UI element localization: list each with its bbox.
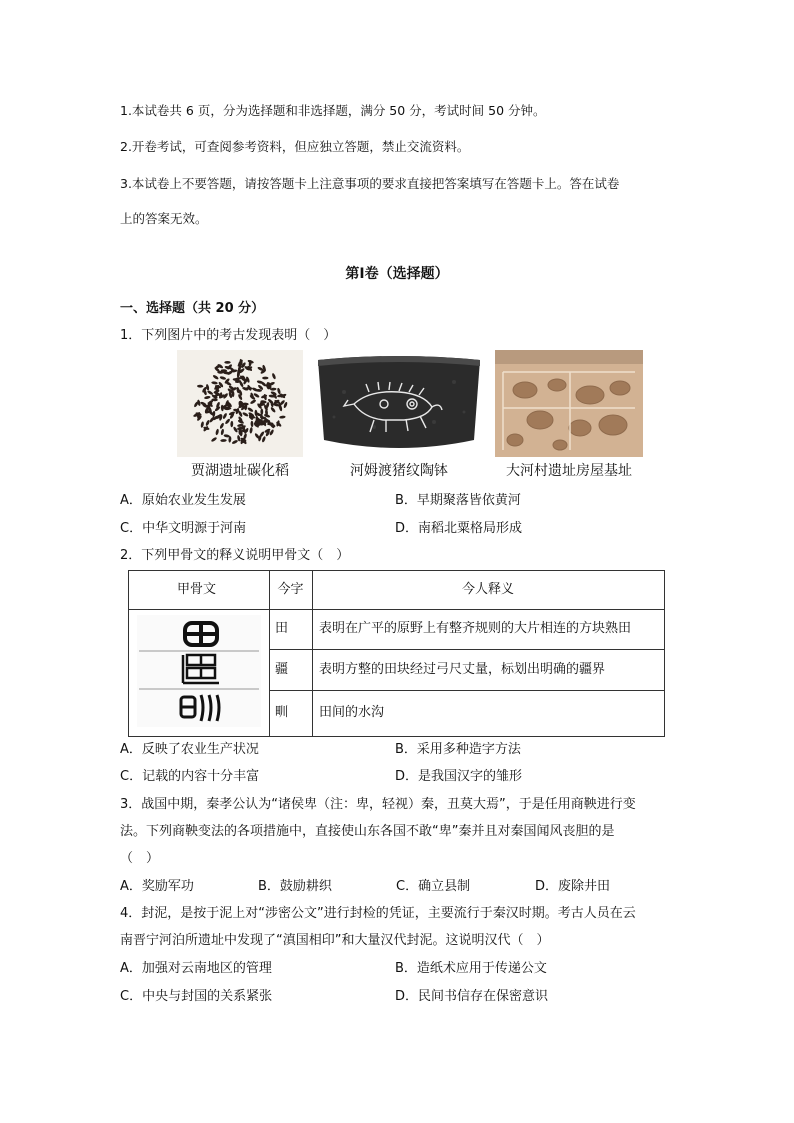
q3-option-b[interactable]: B．鼓励耕织 xyxy=(258,879,332,894)
rice-grains-illustration xyxy=(177,350,303,457)
q4-option-b[interactable]: B．造纸术应用于传递公文 xyxy=(395,961,547,976)
rice-grain xyxy=(270,406,276,413)
exam-note-3-cont: 上的答案无效。 xyxy=(120,211,208,226)
table-row-char-tian: 田 xyxy=(275,621,289,636)
rice-grain xyxy=(224,418,230,425)
rice-grain xyxy=(271,373,276,380)
q1-option-a[interactable]: A．原始农业发生发展 xyxy=(120,493,246,508)
rice-grain xyxy=(212,411,216,418)
rice-grain xyxy=(250,421,253,428)
rice-grain xyxy=(219,376,226,380)
rice-grain xyxy=(205,419,210,426)
table-row-char-zhen: 甽 xyxy=(275,705,289,720)
rice-grain xyxy=(211,437,218,443)
dahecun-house-foundation-image xyxy=(495,350,643,457)
q4-stem-line2: 南晋宁河泊所遗址中发现了“滇国相印”和大量汉代封泥。这说明汉代（ ） xyxy=(120,933,550,948)
carbonized-rice-image xyxy=(177,350,303,457)
q4-stem-line1: 4．封泥，是按于泥上对“涉密公文”进行封检的凭证，主要流行于秦汉时期。考古人员在云 xyxy=(120,906,636,921)
table-header-oracle: 甲骨文 xyxy=(177,582,217,597)
zhen-glyph xyxy=(181,695,219,721)
rice-grain xyxy=(249,427,253,434)
q1-option-b[interactable]: B．早期聚落皆依黄河 xyxy=(395,493,521,508)
rice-grain xyxy=(277,388,281,395)
pig-pattern-pottery-image xyxy=(314,352,484,457)
rice-grain xyxy=(220,429,224,436)
table-row-meaning-tian: 表明在广平的原野上有整齐规则的大片相连的方块熟田 xyxy=(319,621,632,636)
q1-option-c[interactable]: C．中华文明源于河南 xyxy=(120,521,247,536)
oracle-bone-table xyxy=(128,570,665,737)
q3-stem-line3: （ ） xyxy=(120,851,160,866)
exam-note-3: 3.本试卷上不要答题，请按答题卡上注意事项的要求直接把答案填写在答题卡上。答在试卷 xyxy=(120,176,620,191)
q3-option-d[interactable]: D．废除井田 xyxy=(535,879,611,894)
rice-grain xyxy=(197,385,204,388)
q4-option-d[interactable]: D．民间书信存在保密意识 xyxy=(395,989,549,1004)
image-caption-rice: 贾湖遗址碳化稻 xyxy=(191,463,289,479)
q1-option-d[interactable]: D．南稻北粟格局形成 xyxy=(395,521,523,536)
q2-option-a[interactable]: A．反映了农业生产状况 xyxy=(120,742,259,757)
q2-option-c[interactable]: C．记载的内容十分丰富 xyxy=(120,769,260,784)
jiang-glyph xyxy=(183,655,219,683)
rice-grain xyxy=(262,377,268,380)
q2-option-b[interactable]: B．采用多种造字方法 xyxy=(395,742,521,757)
rice-grain xyxy=(220,439,227,442)
exam-note-2: 2.开卷考试，可查阅参考资料，但应独立答题，禁止交流资料。 xyxy=(120,139,470,154)
image-caption-foundation: 大河村遗址房屋基址 xyxy=(506,463,632,479)
image-caption-pottery: 河姆渡猪纹陶钵 xyxy=(350,463,448,479)
oracle-bone-glyphs-image xyxy=(137,615,261,727)
rice-grain xyxy=(261,436,266,443)
rice-grain xyxy=(247,407,254,413)
rice-grain xyxy=(215,429,219,436)
rice-grain xyxy=(230,421,233,428)
rice-grain xyxy=(279,415,286,418)
table-row-char-jiang: 疆 xyxy=(275,662,289,677)
rice-grain xyxy=(204,396,211,400)
rice-grain xyxy=(207,390,214,396)
rice-grain xyxy=(250,399,257,405)
tian-glyph xyxy=(185,623,217,645)
table-header-meaning: 今人释义 xyxy=(461,582,514,597)
q4-option-a[interactable]: A．加强对云南地区的管理 xyxy=(120,961,272,976)
rice-grain xyxy=(219,422,224,429)
rice-grain xyxy=(211,381,218,385)
rice-grain xyxy=(224,361,230,364)
q3-stem-line1: 3．战国中期，秦孝公认为“诸侯卑（注：卑，轻视）秦，丑莫大焉”，于是任用商鞅进行变 xyxy=(120,797,636,812)
rice-grain xyxy=(231,439,238,444)
exam-note-1: 1.本试卷共 6 页，分为选择题和非选择题，满分 50 分，考试时间 50 分钟。 xyxy=(120,103,546,118)
table-row-meaning-jiang: 表明方整的田块经过弓尺丈量，标划出明确的疆界 xyxy=(319,662,606,677)
rice-grain xyxy=(222,413,227,420)
section-title: 第Ⅰ卷（选择题） xyxy=(345,266,449,282)
q3-option-c[interactable]: C．确立县制 xyxy=(396,879,471,894)
q2-option-d[interactable]: D．是我国汉字的雏形 xyxy=(395,769,523,784)
q2-stem: 2．下列甲骨文的释义说明甲骨文（ ） xyxy=(120,548,350,563)
q4-option-c[interactable]: C．中央与封国的关系紧张 xyxy=(120,989,273,1004)
q1-stem: 1．下列图片中的考古发现表明（ ） xyxy=(120,328,337,343)
rice-grain xyxy=(212,374,219,380)
table-row-meaning-zhen: 田间的水沟 xyxy=(319,705,385,720)
table-header-modern-char: 今字 xyxy=(277,582,304,597)
q3-stem-line2: 法。下列商鞅变法的各项措施中，直接使山东各国不敢“卑”秦并且对秦国闻风丧胆的是 xyxy=(120,824,615,839)
q3-option-a[interactable]: A．奖励军功 xyxy=(120,879,194,894)
part-title: 一、选择题（共 20 分） xyxy=(120,301,265,316)
rice-grain xyxy=(242,412,249,418)
